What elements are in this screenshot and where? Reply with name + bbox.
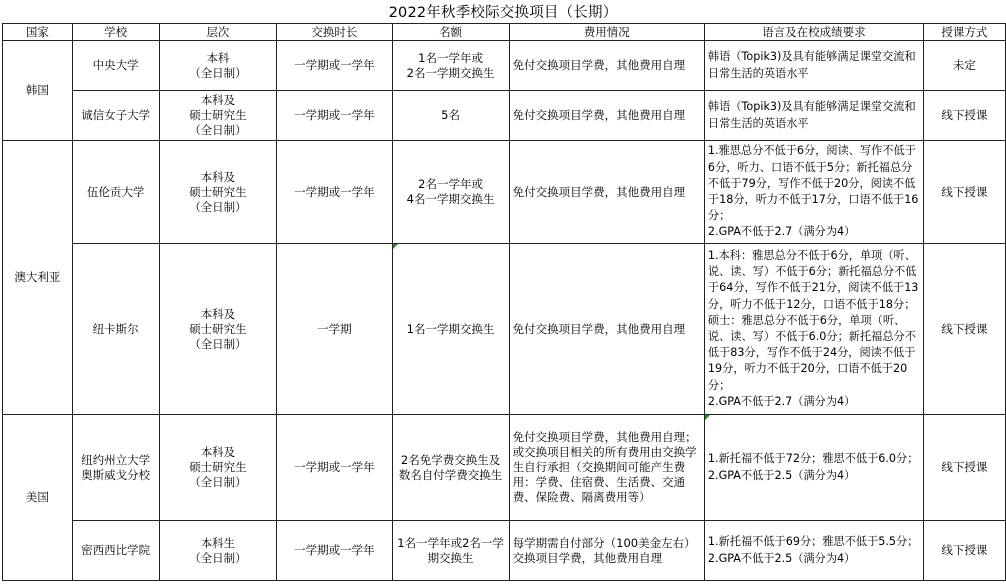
mode-cell[interactable]: 线下授课 <box>923 141 1005 244</box>
country-cell[interactable]: 澳大利亚 <box>3 141 73 415</box>
school-cell[interactable]: 诚信女子大学 <box>72 91 159 141</box>
level-cell[interactable]: 本科 （全日制） <box>159 41 277 91</box>
header-row <box>3 24 1006 41</box>
sheet-title: 2022年秋季校际交换项目（长期） <box>388 5 618 21</box>
duration-cell[interactable]: 一学期或一学年 <box>277 415 392 521</box>
header-mode[interactable]: 授课方式 <box>923 24 1005 41</box>
fees-cell[interactable]: 免付交换项目学费，其他费用自理；或交换项目相关的所有费用由交换学生自行承担（交换期间可能产生费用：学费、住宿费、生活费、交通费、保险费、隔离费用等） <box>509 415 704 521</box>
header-fees[interactable]: 费用情况 <box>509 24 704 41</box>
mode-cell[interactable]: 线下授课 <box>923 521 1005 581</box>
requirements-cell[interactable]: 1.新托福不低于69分；雅思不低于5.5分； 2.GPA不低于2.5（满分为4） <box>704 521 923 581</box>
country-cell[interactable]: 韩国 <box>3 41 73 141</box>
table-row <box>3 41 1006 91</box>
level-cell[interactable]: 本科及 硕士研究生 （全日制） <box>159 141 277 244</box>
header-requirements[interactable]: 语言及在校成绩要求 <box>704 24 923 41</box>
mode-cell[interactable]: 线下授课 <box>923 244 1005 415</box>
duration-cell[interactable]: 一学期或一学年 <box>277 141 392 244</box>
country-cell[interactable]: 美国 <box>3 415 73 581</box>
quota-cell[interactable]: 5名 <box>392 91 509 141</box>
fees-cell[interactable]: 免付交换项目学费，其他费用自理 <box>509 91 704 141</box>
quota-cell[interactable]: 2名免学费交换生及 数名自付学费交换生 <box>392 415 509 521</box>
duration-cell[interactable]: 一学期或一学年 <box>277 91 392 141</box>
level-cell[interactable]: 本科生 （全日制） <box>159 521 277 581</box>
quota-cell[interactable]: 1名一学年或 2名一学期交换生 <box>392 41 509 91</box>
requirements-cell[interactable]: 1.本科：雅思总分不低于6分，单项（听、说、读、写）不低于6分；新托福总分不低于64分，写作不低于21分，阅读不低于13分，听力不低于12分，口语不低于18分；硕士：雅思总分不低于6分，单项（听、说、读、写）不低于6.0分；新托福总分不低于83分，写作不低于24分，阅读不低于19分，听力不低于20分，口语不低于20分； 2.GPA不低于2.7（满分为4） <box>704 244 923 415</box>
quota-cell[interactable]: 1名一学年或2名一学期交换生 <box>392 521 509 581</box>
school-cell[interactable]: 中央大学 <box>72 41 159 91</box>
header-level[interactable]: 层次 <box>159 24 277 41</box>
duration-cell[interactable]: 一学期或一学年 <box>277 521 392 581</box>
quota-cell[interactable]: 2名一学年或 4名一学期交换生 <box>392 141 509 244</box>
requirements-cell[interactable]: 韩语（Topik3)及具有能够满足课堂交流和日常生活的英语水平 <box>704 91 923 141</box>
duration-cell[interactable]: 一学期或一学年 <box>277 41 392 91</box>
fees-cell[interactable]: 免付交换项目学费，其他费用自理 <box>509 244 704 415</box>
school-cell[interactable]: 伍伦贡大学 <box>72 141 159 244</box>
requirements-cell[interactable]: 1.雅思总分不低于6分，阅读、写作不低于6分，听力、口语不低于5分；新托福总分不低于79分，写作不低于20分，阅读不低于18分，听力不低于17分，口语不低于16分； 2.GPA不低于2.7（满分为4） <box>704 141 923 244</box>
requirements-cell[interactable]: 1.新托福不低于72分；雅思不低于6.0分； 2.GPA不低于2.5（满分为4） <box>704 415 923 521</box>
exchange-table <box>2 23 1006 581</box>
table-row <box>3 91 1006 141</box>
school-cell[interactable]: 纽约州立大学 奥斯威戈分校 <box>72 415 159 521</box>
table-row <box>3 521 1006 581</box>
mode-cell[interactable]: 线下授课 <box>923 415 1005 521</box>
header-quota[interactable]: 名额 <box>392 24 509 41</box>
level-cell[interactable]: 本科及 硕士研究生 （全日制） <box>159 91 277 141</box>
table-row <box>3 244 1006 415</box>
level-cell[interactable]: 本科及 硕士研究生 （全日制） <box>159 415 277 521</box>
requirements-cell[interactable]: 韩语（Topik3)及具有能够满足课堂交流和日常生活的英语水平 <box>704 41 923 91</box>
duration-cell[interactable]: 一学期 <box>277 244 392 415</box>
table-row <box>3 415 1006 521</box>
level-cell[interactable]: 本科及 硕士研究生 （全日制） <box>159 244 277 415</box>
school-cell[interactable]: 密西西比学院 <box>72 521 159 581</box>
school-cell[interactable]: 纽卡斯尔 <box>72 244 159 415</box>
header-country[interactable]: 国家 <box>3 24 73 41</box>
fees-cell[interactable]: 免付交换项目学费，其他费用自理 <box>509 41 704 91</box>
table-row <box>3 141 1006 244</box>
fees-cell[interactable]: 免付交换项目学费，其他费用自理 <box>509 141 704 244</box>
mode-cell[interactable]: 未定 <box>923 41 1005 91</box>
mode-cell[interactable]: 线下授课 <box>923 91 1005 141</box>
header-school[interactable]: 学校 <box>72 24 159 41</box>
header-duration[interactable]: 交换时长 <box>277 24 392 41</box>
fees-cell[interactable]: 每学期需自付部分（100美金左右）交换项目学费，其他费用自理 <box>509 521 704 581</box>
quota-cell[interactable]: 1名一学期交换生 <box>392 244 509 415</box>
